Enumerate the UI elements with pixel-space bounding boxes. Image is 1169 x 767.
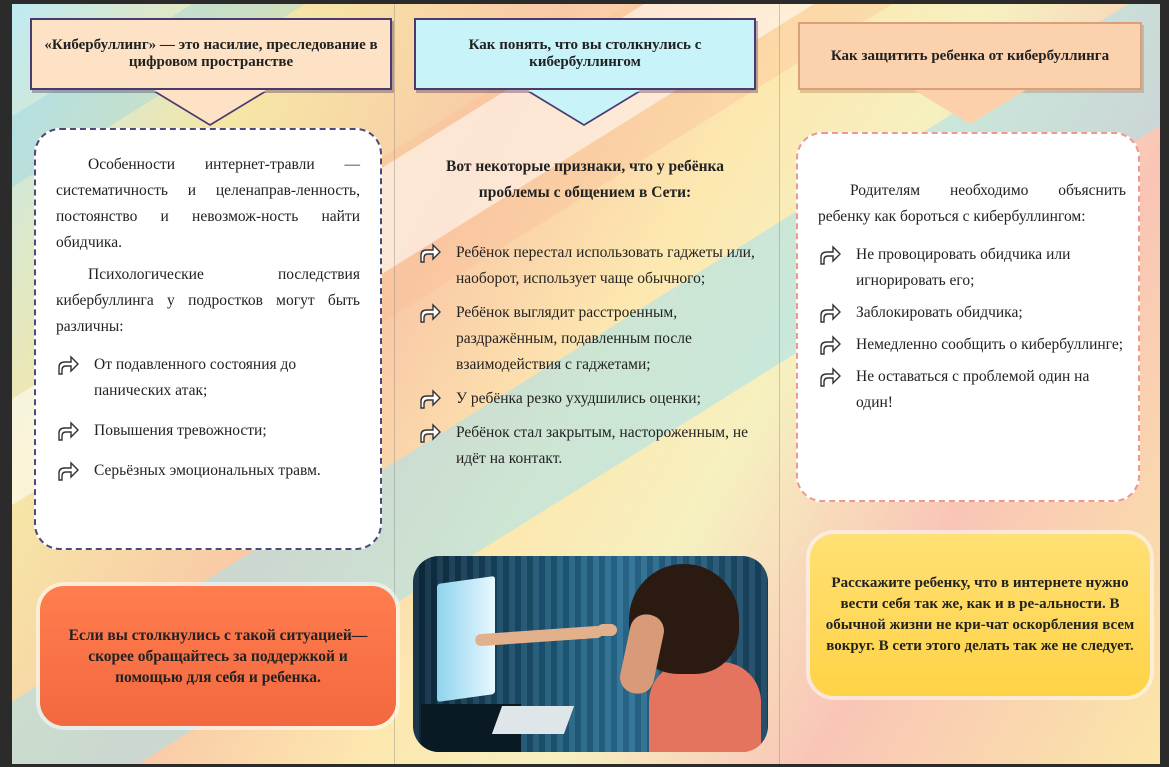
list-item-text: Повышения тревожности; bbox=[94, 422, 267, 439]
col2-intro: Вот некоторые признаки, что у ребёнка проблемы с общением в Сети: bbox=[445, 158, 724, 201]
share-arrow-icon bbox=[418, 422, 442, 444]
list-item bbox=[56, 352, 360, 404]
share-arrow-icon bbox=[818, 302, 842, 324]
share-arrow-icon bbox=[418, 242, 442, 264]
list-item-text: Не провоцировать обидчика или игнорировать его; bbox=[856, 246, 1071, 289]
share-arrow-icon bbox=[818, 244, 842, 266]
share-arrow-icon bbox=[818, 366, 842, 388]
list-item bbox=[418, 240, 768, 292]
col3-callout: Расскажите ребенку, что в интернете нужно вести себя так же, как и в ре-альности. В обычной жизни не кри-чат оскорбления всем вокруг. В сети этого делать так же не следует. bbox=[810, 534, 1150, 696]
list-item-text: Серьёзных эмоциональных травм. bbox=[94, 462, 321, 479]
col1-list bbox=[56, 352, 360, 484]
list-item bbox=[818, 242, 1126, 294]
share-arrow-icon bbox=[418, 302, 442, 324]
list-item bbox=[418, 386, 768, 412]
list-item-text: Ребёнок перестал использовать гаджеты или, наоборот, использует чаще обычного; bbox=[456, 244, 755, 287]
col3-info-card bbox=[796, 132, 1140, 502]
col1-info-card bbox=[34, 128, 382, 550]
list-item-text: Немедленно сообщить о кибербуллинге; bbox=[856, 336, 1124, 353]
share-arrow-icon bbox=[56, 354, 80, 376]
list-item bbox=[818, 300, 1126, 326]
pointing-hand bbox=[597, 624, 617, 636]
share-arrow-icon bbox=[56, 420, 80, 442]
col3-list bbox=[818, 242, 1126, 416]
list-item bbox=[56, 418, 360, 444]
girl-body bbox=[649, 662, 761, 752]
cyberbullying-photo bbox=[413, 556, 768, 752]
list-item bbox=[418, 420, 768, 472]
list-item-text: Не оставаться с проблемой один на один! bbox=[856, 368, 1090, 411]
list-item-text: Заблокировать обидчика; bbox=[856, 304, 1023, 321]
share-arrow-icon bbox=[56, 460, 80, 482]
col3-intro: Родителям необходимо объяснить ребенку как бороться с кибербуллингом: bbox=[818, 182, 1126, 225]
col1-paragraph-1: Особенности интернет-травли — систематичность и целенаправ-ленность, постоянство и невозмож-ность найти обидчика. bbox=[56, 156, 360, 251]
col3-header: Как защитить ребенка от кибербуллинга bbox=[798, 22, 1142, 90]
list-item-text: Ребёнок выглядит расстроенным, раздражённым, подавленным после взаимодействия с гаджетами; bbox=[456, 304, 692, 373]
col1-paragraph-2: Психологические последствия кибербуллинга у подростков могут быть различны: bbox=[56, 266, 360, 335]
list-item-text: Ребёнок стал закрытым, настороженным, не идёт на контакт. bbox=[456, 424, 749, 467]
list-item-text: От подавленного состояния до панических атак; bbox=[94, 356, 297, 399]
fold-line bbox=[779, 4, 780, 764]
col2-list bbox=[418, 240, 768, 480]
list-item bbox=[818, 332, 1126, 358]
list-item bbox=[818, 364, 1126, 416]
brochure-page bbox=[12, 4, 1160, 764]
keyboard bbox=[492, 706, 574, 734]
col1-callout: Если вы столкнулись с такой ситуацией—скорее обращайтесь за поддержкой и помощью для себя и ребенка. bbox=[40, 586, 396, 726]
share-arrow-icon bbox=[418, 388, 442, 410]
list-item bbox=[418, 300, 768, 378]
list-item bbox=[56, 458, 360, 484]
list-item-text: У ребёнка резко ухудшились оценки; bbox=[456, 390, 701, 407]
down-arrow-icon bbox=[914, 90, 1026, 124]
down-arrow-icon bbox=[154, 90, 266, 124]
share-arrow-icon bbox=[818, 334, 842, 356]
col1-header: «Кибербуллинг» — это насилие, преследование в цифровом пространстве bbox=[30, 18, 392, 90]
col2-header: Как понять, что вы столкнулись с кибербуллингом bbox=[414, 18, 756, 90]
down-arrow-icon bbox=[528, 90, 640, 124]
